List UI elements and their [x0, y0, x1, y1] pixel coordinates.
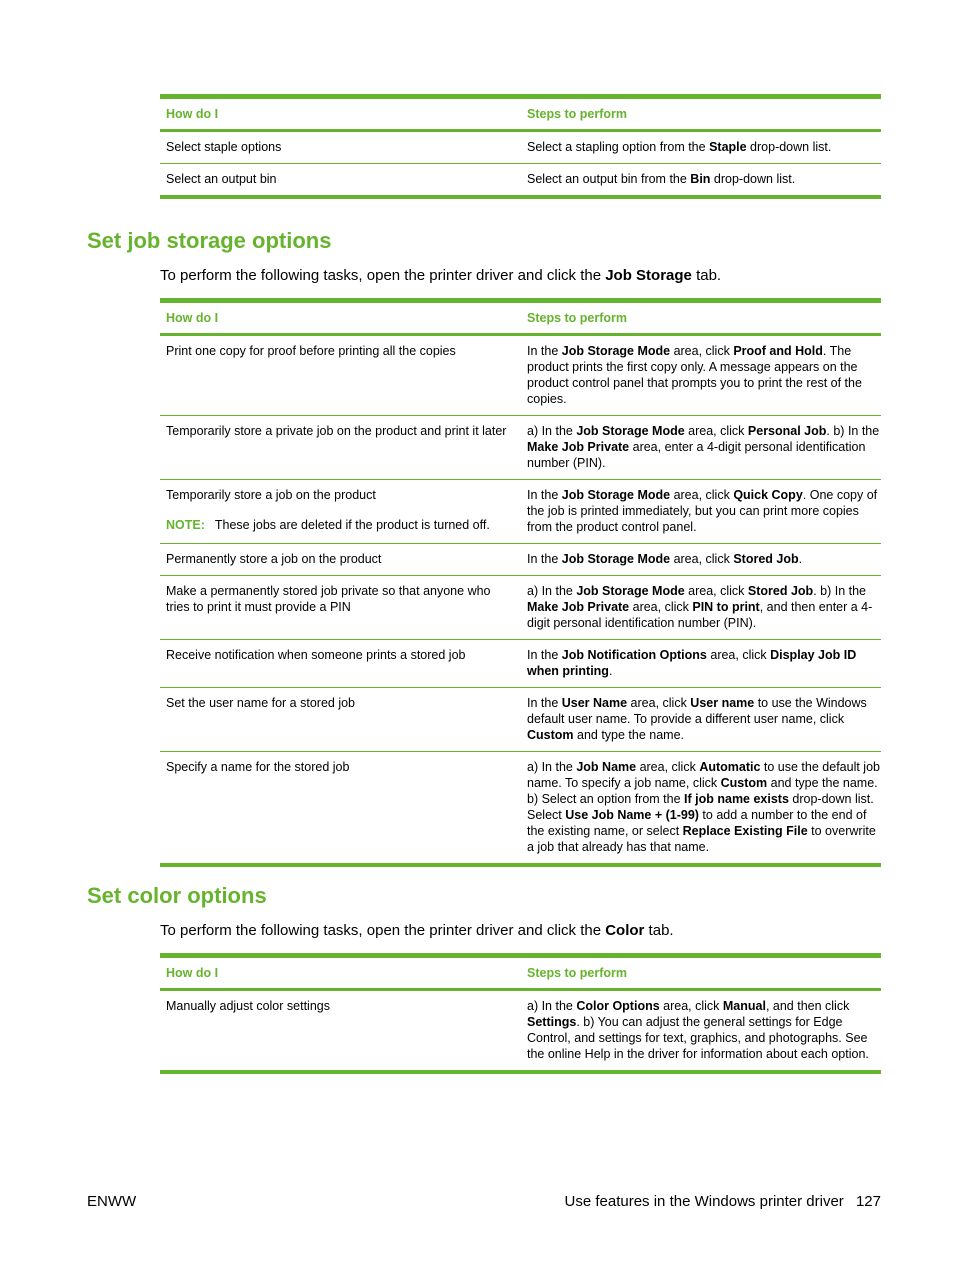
table-row	[160, 336, 881, 416]
text-run: drop-down list. Select	[527, 792, 874, 822]
job-storage-intro	[160, 267, 721, 284]
color-table	[160, 953, 881, 1074]
task-cell: Make a permanently stored job private so that anyone who tries to print it must provide a PIN	[166, 584, 491, 614]
steps-cell	[521, 640, 881, 687]
column-header-how: How do I	[166, 311, 219, 325]
table-row	[160, 544, 881, 576]
table-header	[160, 298, 881, 336]
bold-term: Job Storage Mode	[561, 552, 671, 566]
table-row	[160, 991, 881, 1074]
text-run: , and then enter a 4-digit personal identification number (PIN).	[527, 600, 873, 630]
bold-term: Settings	[527, 1015, 577, 1029]
bold-term: Staple	[709, 140, 747, 154]
text-run: . The product prints the first copy only. A message appears on the product control panel that prompts you to print the rest of the copies.	[527, 344, 862, 406]
bold-term: Job Storage Mode	[576, 424, 685, 438]
text-run: a) In the	[527, 760, 577, 774]
bold-term: Stored Job	[733, 552, 799, 566]
bold-term: Manual	[722, 999, 766, 1013]
bold-term: Personal Job	[747, 424, 827, 438]
steps-cell	[521, 132, 881, 163]
bold-term: Job Storage	[605, 267, 692, 284]
color-intro	[160, 922, 674, 939]
text-run: area, click	[670, 552, 734, 566]
steps-cell	[521, 576, 881, 639]
text-run: to use the default job name. To specify a job name, click	[527, 760, 880, 790]
text-run: tab.	[644, 922, 674, 939]
footer-right	[565, 1193, 881, 1210]
task-cell: Specify a name for the stored job	[166, 760, 350, 774]
task-cell: Select an output bin	[166, 172, 277, 186]
task-cell: Print one copy for proof before printing all the copies	[166, 344, 456, 358]
task-cell: Temporarily store a private job on the product and print it later	[166, 424, 507, 438]
bold-term: Proof and Hold	[733, 344, 823, 358]
text-run: In the	[527, 552, 562, 566]
text-run: tab.	[691, 267, 722, 284]
text-run: . b) In the	[813, 584, 867, 598]
text-run: In the	[527, 648, 562, 662]
task-cell: Set the user name for a stored job	[166, 696, 355, 710]
text-run: a) In the	[527, 999, 577, 1013]
note-text: These jobs are deleted if the product is turned off.	[214, 518, 490, 532]
task-cell: Manually adjust color settings	[166, 999, 330, 1013]
text-run: . b) You can adjust the general settings for Edge Control, and settings for text, graphics, and photographs. See the online Help in the driver for information about each option.	[527, 1015, 869, 1061]
text-run: . One copy of the job is printed immediately, but you can print more copies from the product control panel.	[527, 488, 878, 534]
page-number: 127	[855, 1193, 881, 1210]
color-heading: Set color options	[87, 883, 267, 908]
column-header-how: How do I	[166, 966, 219, 980]
text-run: .	[608, 664, 613, 678]
bold-term: Bin	[690, 172, 711, 186]
table-row	[160, 640, 881, 688]
table-row	[160, 164, 881, 199]
text-run: and type the name.	[573, 728, 685, 742]
task-cell	[160, 480, 515, 543]
steps-cell	[521, 336, 881, 415]
column-header-steps: Steps to perform	[527, 311, 628, 325]
footer-chapter-title: Use features in the Windows printer driver	[564, 1193, 844, 1210]
bold-term: User name	[690, 696, 755, 710]
table-row	[160, 416, 881, 480]
task-cell: Receive notification when someone prints a stored job	[166, 648, 466, 662]
steps-cell	[521, 688, 881, 751]
column-header-steps: Steps to perform	[527, 107, 628, 121]
text-run: Select a stapling option from the	[527, 140, 710, 154]
bold-term: If job name exists	[684, 792, 789, 806]
text-run: area, click	[670, 344, 734, 358]
bold-term: Use Job Name + (1-99)	[565, 808, 699, 822]
text-run: to add a number to the end of the existing name, or select	[527, 808, 867, 838]
text-run: In the	[527, 696, 562, 710]
text-run: to overwrite a job that already has that name.	[527, 824, 876, 854]
steps-cell	[521, 480, 881, 543]
table-row	[160, 480, 881, 544]
table-row	[160, 688, 881, 752]
table-header	[160, 953, 881, 991]
text-run: area, click	[629, 600, 693, 614]
text-run: area, click	[706, 648, 771, 662]
steps-cell	[521, 416, 881, 479]
table-header	[160, 94, 881, 132]
text-run: area, click	[684, 584, 748, 598]
bold-term: Job Notification Options	[561, 648, 707, 662]
staple-bin-table	[160, 94, 881, 199]
table-row	[160, 132, 881, 164]
job-storage-table	[160, 298, 881, 867]
bold-term: Color	[605, 922, 645, 939]
text-run: , and then click	[765, 999, 850, 1013]
text-run: Select an output bin from the	[527, 172, 691, 186]
text-run: area, click	[659, 999, 723, 1013]
text-run: area, click	[627, 696, 691, 710]
text-run: To perform the following tasks, open the printer driver and click the	[160, 922, 606, 939]
bold-term: Replace Existing File	[682, 824, 808, 838]
text-run: To perform the following tasks, open the printer driver and click the	[160, 267, 606, 284]
task-text: Temporarily store a job on the product	[166, 488, 376, 502]
table-row	[160, 576, 881, 640]
text-run: to use the Windows default user name. To provide a different user name, click	[527, 696, 867, 726]
bold-term: Job Storage Mode	[561, 344, 671, 358]
bold-term: PIN to print	[692, 600, 760, 614]
bold-term: Job Storage Mode	[561, 488, 671, 502]
bold-term: Automatic	[699, 760, 761, 774]
text-run: .	[798, 552, 803, 566]
text-run: area, click	[670, 488, 734, 502]
text-run: drop-down list.	[710, 172, 796, 186]
note-label: NOTE:	[166, 518, 205, 532]
text-run: drop-down list.	[746, 140, 832, 154]
steps-cell	[521, 164, 881, 195]
bold-term: Quick Copy	[733, 488, 803, 502]
table-row	[160, 752, 881, 867]
note	[166, 517, 509, 533]
job-storage-heading: Set job storage options	[87, 228, 332, 253]
column-header-how: How do I	[166, 107, 219, 121]
bold-term: Make Job Private	[527, 600, 630, 614]
task-cell: Select staple options	[166, 140, 282, 154]
steps-cell	[521, 544, 881, 575]
text-run: . b) In the	[826, 424, 880, 438]
bold-term: Color Options	[576, 999, 660, 1013]
bold-term: Display Job ID when printing	[527, 648, 857, 678]
text-run: and type the name. b) Select an option from the	[527, 776, 878, 806]
text-run: a) In the	[527, 584, 577, 598]
steps-cell	[521, 991, 881, 1070]
bold-term: User Name	[561, 696, 628, 710]
column-header-steps: Steps to perform	[527, 966, 628, 980]
bold-term: Custom	[720, 776, 768, 790]
text-run: In the	[527, 488, 562, 502]
bold-term: Stored Job	[747, 584, 814, 598]
bold-term: Make Job Private	[527, 440, 630, 454]
bold-term: Custom	[527, 728, 574, 742]
text-run: area, click	[636, 760, 700, 774]
bold-term: Job Name	[576, 760, 637, 774]
task-cell: Permanently store a job on the product	[166, 552, 382, 566]
text-run: area, enter a 4-digit personal identification number (PIN).	[527, 440, 866, 470]
text-run: area, click	[684, 424, 748, 438]
text-run: In the	[527, 344, 562, 358]
text-run: a) In the	[527, 424, 577, 438]
footer-left: ENWW	[87, 1193, 137, 1210]
steps-cell	[521, 752, 881, 863]
bold-term: Job Storage Mode	[576, 584, 685, 598]
